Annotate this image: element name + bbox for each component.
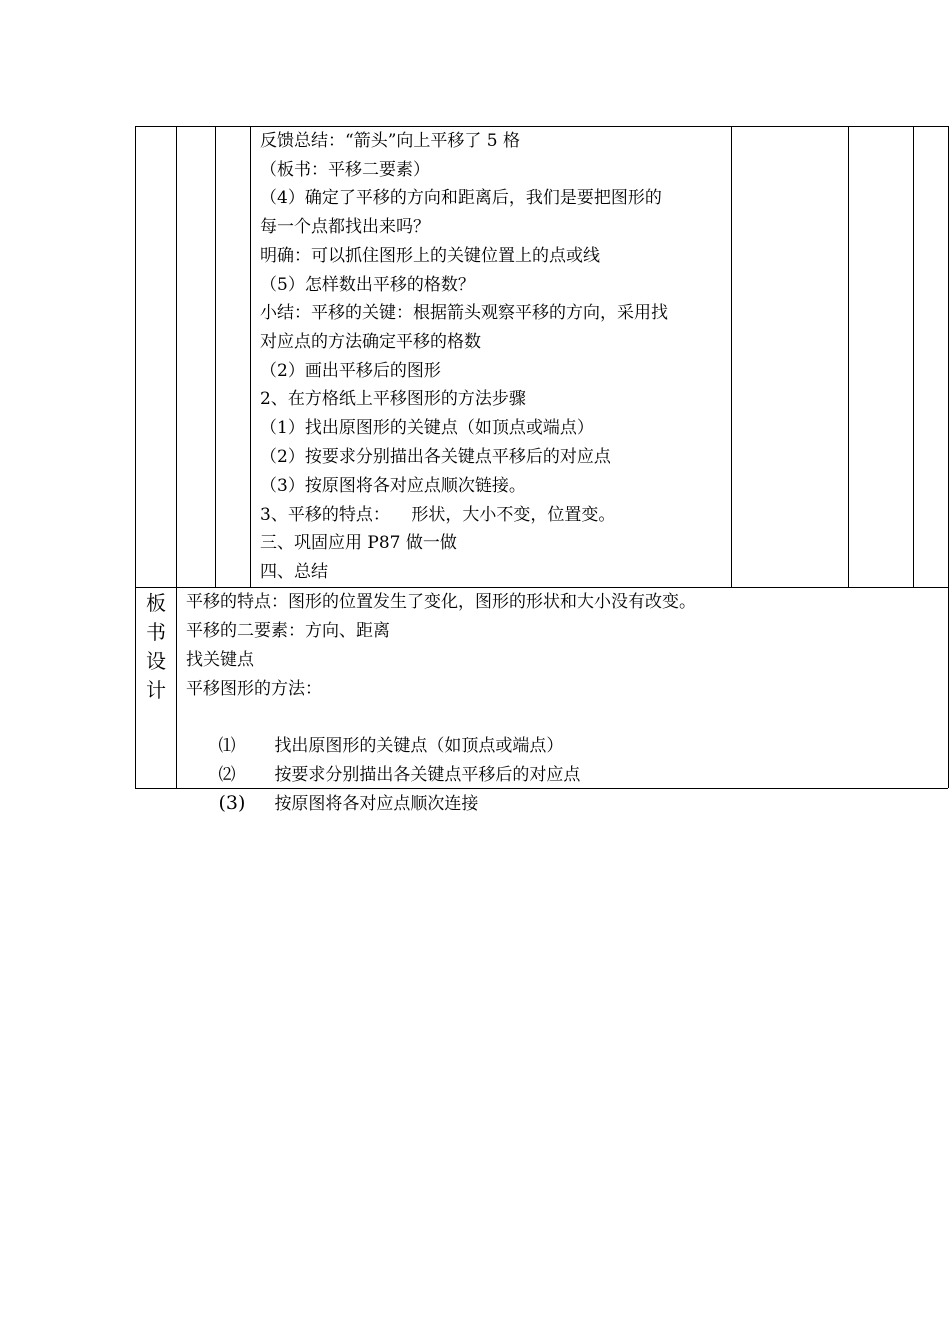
procedure-line: 3、平移的特点： 形状，大小不变，位置变。 bbox=[260, 505, 616, 525]
procedure-line: 反馈总结：“箭头”向上平移了 5 格 bbox=[260, 131, 521, 151]
procedure-line: （1）找出原图形的关键点（如顶点或端点） bbox=[260, 418, 594, 438]
procedure-line: （4）确定了平移的方向和距离后，我们是要把图形的 bbox=[260, 188, 662, 208]
procedure-line: 小结：平移的关键：根据箭头观察平移的方向，采用找 bbox=[260, 303, 668, 323]
board-step-number: ⑵ bbox=[218, 764, 236, 785]
board-step-number: (3) bbox=[218, 791, 246, 814]
procedure-line: （3）按原图将各对应点顺次链接。 bbox=[260, 476, 526, 496]
board-step-number: ⑴ bbox=[218, 735, 236, 756]
board-step-text: 找出原图形的关键点（如顶点或端点） bbox=[274, 735, 564, 756]
procedure-line: 对应点的方法确定平移的格数 bbox=[260, 332, 481, 352]
board-line: 平移的特点：图形的位置发生了变化，图形的形状和大小没有改变。 bbox=[186, 592, 696, 612]
board-step-text: 按原图将各对应点顺次连接 bbox=[274, 793, 479, 814]
board-design-label-char: 设 bbox=[146, 649, 166, 673]
board-design-label-char: 计 bbox=[146, 678, 166, 702]
procedure-line: （2）按要求分别描出各关键点平移后的对应点 bbox=[260, 447, 611, 467]
procedure-line: （2）画出平移后的图形 bbox=[260, 361, 441, 381]
board-line: 平移图形的方法： bbox=[186, 679, 322, 699]
board-design-label-char: 书 bbox=[146, 620, 166, 644]
procedure-line: 2、在方格纸上平移图形的方法步骤 bbox=[260, 389, 526, 409]
board-line: 平移的二要素：方向、距离 bbox=[186, 621, 390, 641]
procedure-line: （板书：平移二要素） bbox=[260, 160, 430, 180]
board-step bbox=[186, 760, 478, 847]
procedure-line: 三、巩固应用 P87 做一做 bbox=[260, 533, 457, 553]
board-line: 找关键点 bbox=[186, 650, 254, 670]
procedure-line: 明确：可以抓住图形上的关键位置上的点或线 bbox=[260, 246, 600, 266]
procedure-line: 四、总结 bbox=[260, 562, 328, 582]
board-step-text: 按要求分别描出各关键点平移后的对应点 bbox=[274, 764, 581, 785]
procedure-line: 每一个点都找出来吗？ bbox=[260, 217, 430, 237]
board-design-label-char: 板 bbox=[146, 591, 166, 615]
procedure-line: （5）怎样数出平移的格数？ bbox=[260, 275, 475, 295]
